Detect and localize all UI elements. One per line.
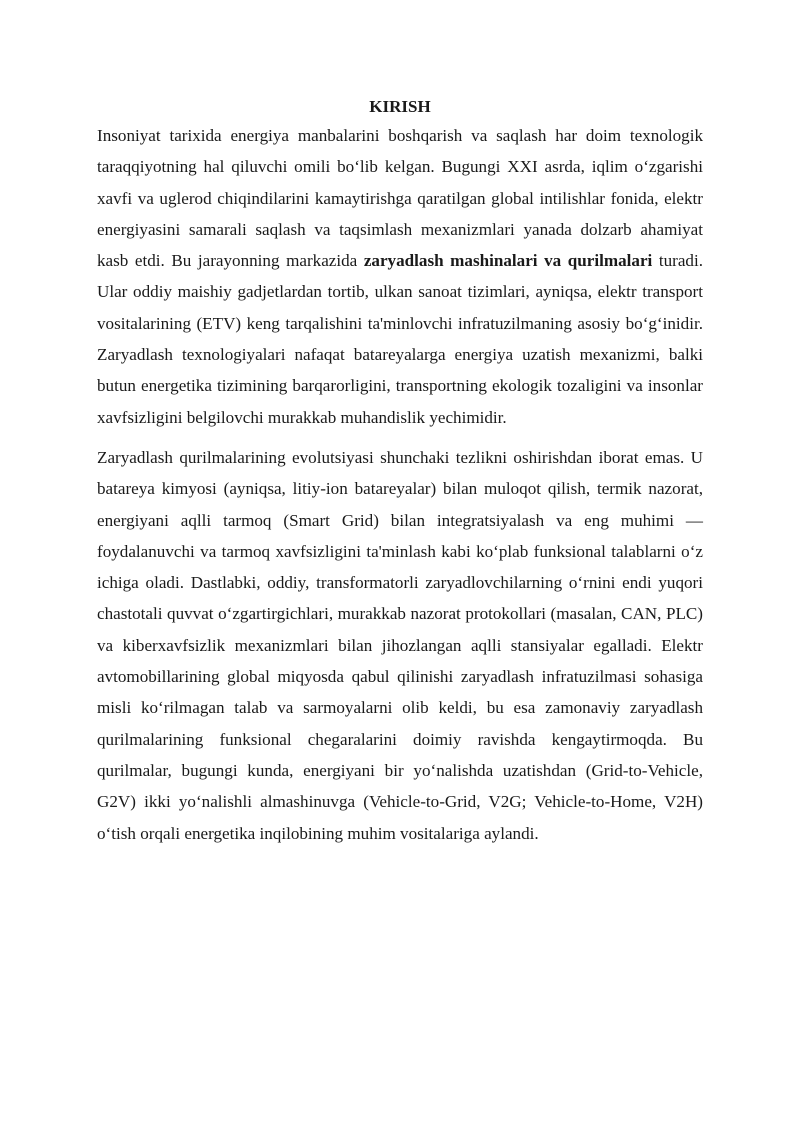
document-body [97, 96, 703, 849]
paragraph-2: Zaryadlash qurilmalarining evolutsiyasi shunchaki tezlikni oshirishdan iborat emas. U batareya kimyosi (ayniqsa, litiy-ion batareyalar) bilan muloqot qilish, termik nazorat, energiyani aqlli tarmoq (Smart Grid) bilan integratsiyalash va eng muhimi — foydalanuvchi va tarmoq xavfsizligini ta'minlash kabi ko‘plab funksional talablarni o‘z ichiga oladi. Dastlabki, oddiy, transformatorli zaryadlovchilarning o‘rnini endi yuqori chastotali quvvat o‘zgartirgichlari, murakkab nazorat protokollari (masalan, CAN, PLC) va kiberxavfsizlik mexanizmlari bilan jihozlangan aqlli stansiyalar egalladi. Elektr avtomobillarining global miqyosda qabul qilinishi zaryadlash infratuzilmasi sohasiga misli ko‘rilmagan talab va sarmoyalarni olib keldi, bu esa zamonaviy zaryadlash qurilmalarining funksional chegaralarini doimiy ravishda kengaytirmoqda. Bu qurilmalar, bugungi kunda, energiyani bir yo‘nalishda uzatishdan (Grid-to-Vehicle, G2V) ikki yo‘nalishli almashinuvga (Vehicle-to-Grid, V2G; Vehicle-to-Home, V2H) o‘tish orqali energetika inqilobining muhim vositalariga aylandi. [97, 447, 703, 843]
paragraph-1 [97, 120, 703, 433]
paragraph-1-bold-phrase: zaryadlash mashinalari va qurilmalari [363, 251, 653, 271]
section-title: KIRISH [369, 97, 431, 116]
paragraph-1-text-end: turadi. Ular oddiy maishiy gadjetlardan tortib, ulkan sanoat tizimlari, ayniqsa, elektr transport vositalarining (ETV) keng tarqalishini ta'minlovchi infratuzilmaning asosiy bo‘g‘inidir. Zaryadlash texnologiyalari nafaqat batareyalarga energiya uzatish mexanizmi, balki butun energetika tizimining barqarorligini, transportning ekologik tozaligini va insonlar xavfsizligini belgilovchi murakkab muhandislik yechimidir. [97, 251, 703, 427]
paragraph-1-text-start: Insoniyat tarixida energiya manbalarini boshqarish va saqlash har doim texnologik taraqqiyotning hal qiluvchi omili bo‘lib kelgan. Bugungi XXI asrda, iqlim o‘zgarishi xavfi va uglerod chiqindilarini kamaytirishga qaratilgan global intilishlar fonida, elektr energiyasini samarali saqlash va taqsimlash mexanizmlari yanada dolzarb ahamiyat kasb etdi. Bu jarayonning markazida [97, 126, 703, 271]
